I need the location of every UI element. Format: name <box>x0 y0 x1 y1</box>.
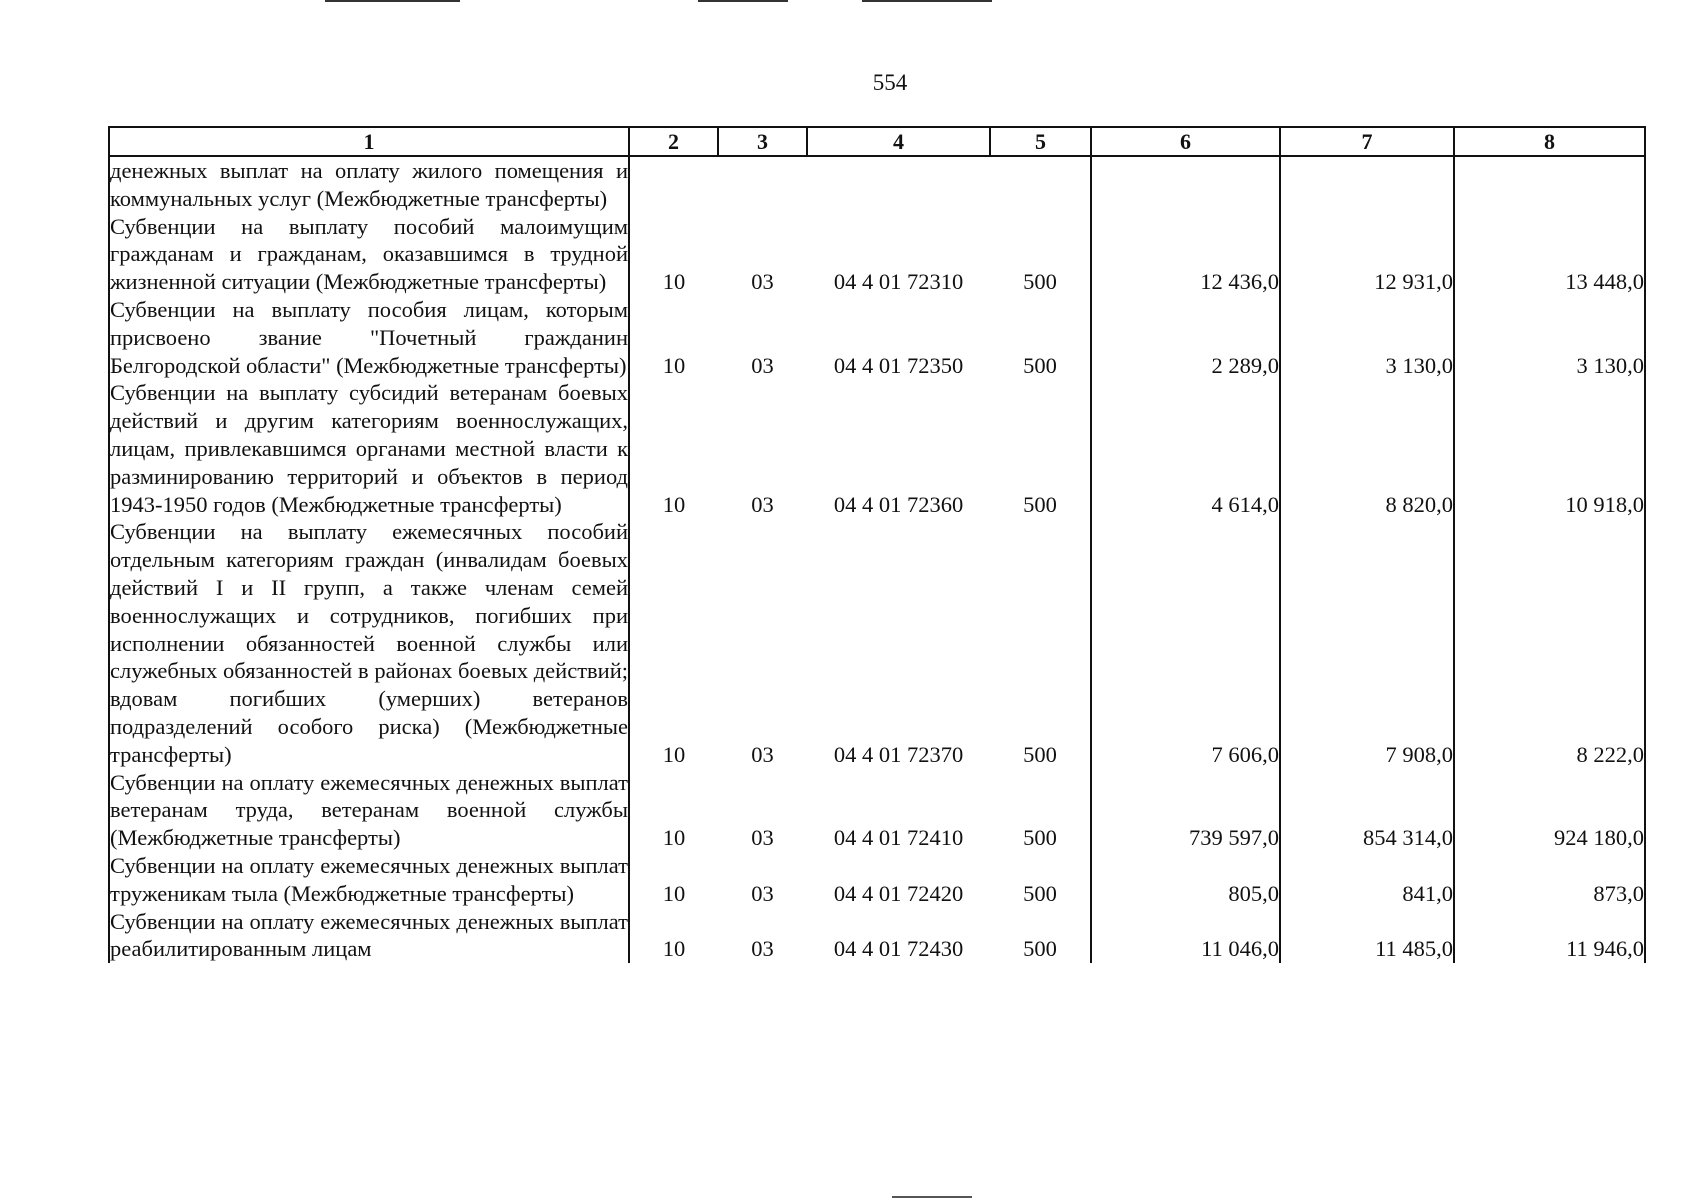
row-description: Субвенции на выплату пособия лицам, которым присвоено звание "Почетный гражданин Белгородской области" (Межбюджетные трансферты) <box>110 296 628 378</box>
amount-year-2: 11 485,0 <box>1280 908 1454 964</box>
scan-artifact <box>862 0 992 2</box>
budget-table <box>108 126 1646 963</box>
column-header: 8 <box>1454 127 1645 156</box>
target-article-code: 04 4 01 72360 <box>833 491 964 517</box>
section-code: 10 <box>662 825 686 851</box>
row-description: Субвенции на оплату ежемесячных денежных выплат ветеранам труда, ветеранам военной службы (Межбюджетные трансферты) <box>110 769 628 851</box>
table-row <box>109 852 1645 908</box>
row-description: Субвенции на выплату ежемесячных пособий отдельным категориям граждан (инвалидам боевых действий I и II групп, а также членам семей военнослужащих и сотрудников, погибших при исполнении обязанностей военной службы или служебных обязанностей в районах боевых действий; вдовам погибших (умерших) ветеранов подразделений особого риска) (Межбюджетные трансферты) <box>110 519 628 767</box>
subsection-code <box>718 156 807 213</box>
amount-year-2: 8 820,0 <box>1280 379 1454 518</box>
page-number: 554 <box>872 70 908 95</box>
subsection-code: 03 <box>751 936 774 962</box>
subsection-code: 03 <box>751 825 774 851</box>
section-code <box>629 156 718 213</box>
table-row <box>109 156 1645 213</box>
target-article-code: 04 4 01 72430 <box>833 936 964 962</box>
row-description: Субвенции на выплату субсидий ветеранам боевых действий и другим категориям военнослужащих, лицам, привлекавшимся органами местной власти к разминированию территорий и объектов в период 1943-1950 годов (Межбюджетные трансферты) <box>110 380 628 517</box>
amount-year-1: 805,0 <box>1091 852 1280 908</box>
section-code: 10 <box>662 352 686 378</box>
row-description: Субвенции на оплату ежемесячных денежных выплат труженикам тыла (Межбюджетные трансферты) <box>110 852 628 906</box>
amount-year-3: 3 130,0 <box>1454 296 1645 379</box>
row-description: Субвенции на выплату пособий малоимущим гражданам и гражданам, оказавшимся в трудной жизненной ситуации (Межбюджетные трансферты) <box>110 213 628 295</box>
amount-year-1: 2 289,0 <box>1091 296 1280 379</box>
subsection-code: 03 <box>751 352 774 378</box>
row-description: денежных выплат на оплату жилого помещения и коммунальных услуг (Межбюджетные трансферты) <box>110 158 628 211</box>
column-header: 4 <box>807 127 990 156</box>
column-header: 6 <box>1091 127 1280 156</box>
amount-year-2: 3 130,0 <box>1280 296 1454 379</box>
target-article-code <box>807 156 990 213</box>
expense-type-code: 500 <box>1023 741 1057 767</box>
column-header: 3 <box>718 127 807 156</box>
table-row <box>109 296 1645 379</box>
subsection-code: 03 <box>751 741 774 767</box>
table-row <box>109 908 1645 964</box>
table-row <box>109 518 1645 768</box>
amount-year-2: 7 908,0 <box>1280 518 1454 768</box>
table-row <box>109 769 1645 852</box>
target-article-code: 04 4 01 72410 <box>833 825 964 851</box>
amount-year-2: 12 931,0 <box>1280 213 1454 296</box>
expense-type-code <box>990 156 1091 213</box>
amount-year-1: 7 606,0 <box>1091 518 1280 768</box>
expense-type-code: 500 <box>1023 880 1057 906</box>
amount-year-1: 739 597,0 <box>1091 769 1280 852</box>
amount-year-2: 854 314,0 <box>1280 769 1454 852</box>
section-code: 10 <box>662 491 686 517</box>
scan-artifact <box>892 1196 972 1198</box>
column-header: 7 <box>1280 127 1454 156</box>
target-article-code: 04 4 01 72370 <box>833 741 964 767</box>
target-article-code: 04 4 01 72420 <box>833 880 964 906</box>
section-code: 10 <box>662 269 686 295</box>
target-article-code: 04 4 01 72310 <box>833 269 964 295</box>
column-header: 1 <box>109 127 629 156</box>
section-code: 10 <box>662 936 686 962</box>
expense-type-code: 500 <box>1023 269 1057 295</box>
amount-year-3: 8 222,0 <box>1454 518 1645 768</box>
table-row <box>109 379 1645 518</box>
expense-type-code: 500 <box>1023 491 1057 517</box>
expense-type-code: 500 <box>1023 936 1057 962</box>
amount-year-1: 11 046,0 <box>1091 908 1280 964</box>
expense-type-code: 500 <box>1023 352 1057 378</box>
amount-year-3 <box>1454 156 1645 213</box>
amount-year-1: 12 436,0 <box>1091 213 1280 296</box>
scan-artifact <box>325 0 460 2</box>
amount-year-3: 873,0 <box>1454 852 1645 908</box>
subsection-code: 03 <box>751 491 774 517</box>
amount-year-3: 10 918,0 <box>1454 379 1645 518</box>
amount-year-1 <box>1091 156 1280 213</box>
row-description: Субвенции на оплату ежемесячных денежных выплат реабилитированным лицам <box>110 908 628 962</box>
section-code: 10 <box>662 880 686 906</box>
amount-year-2 <box>1280 156 1454 213</box>
target-article-code: 04 4 01 72350 <box>833 352 964 378</box>
amount-year-3: 13 448,0 <box>1454 213 1645 296</box>
amount-year-2: 841,0 <box>1280 852 1454 908</box>
header-row <box>109 127 1645 156</box>
subsection-code: 03 <box>751 880 774 906</box>
expense-type-code: 500 <box>1023 825 1057 851</box>
amount-year-3: 11 946,0 <box>1454 908 1645 964</box>
column-header: 2 <box>629 127 718 156</box>
scan-artifact <box>698 0 788 2</box>
amount-year-1: 4 614,0 <box>1091 379 1280 518</box>
amount-year-3: 924 180,0 <box>1454 769 1645 852</box>
subsection-code: 03 <box>751 269 774 295</box>
table-row <box>109 213 1645 296</box>
column-header: 5 <box>990 127 1091 156</box>
section-code: 10 <box>662 741 686 767</box>
